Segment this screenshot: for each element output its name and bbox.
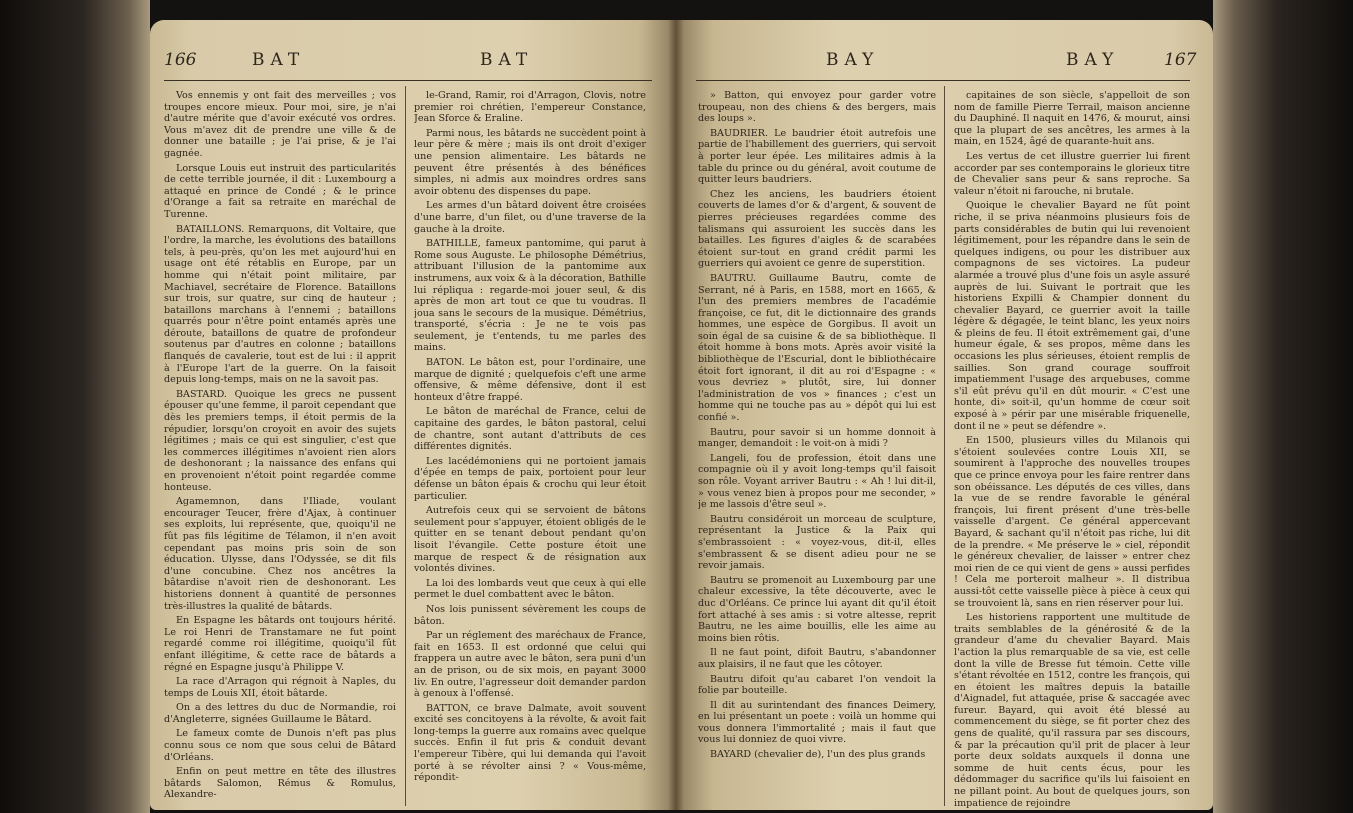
paragraph: » Batton, qui envoyez pour garder votre troupeau, non des chiens & des bergers, mais des loups ». [698,90,936,125]
paragraph: BATHILLE, fameux pantomime, qui parut à Rome sous Auguste. Le philosophe Démétrius, attribuant l'illusion de la pantomime aux instrumens, aux voix & à la décoration, Bathille lui répliqua : regarde-moi jouer seul, & dis après de mon art tout ce que tu voudras. Il joua sans le secours de la musique. Démétrius, transporté, s'écria : Je ne te vois pas seulement, je t'entends, tu me parles des mains. [414,238,646,354]
paragraph: Le bâton de maréchal de France, celui de capitaine des gardes, le bâton pastoral, celui de chantre, sont autant d'attributs de ces différentes dignités. [414,406,646,453]
paragraph: Bautru difoit qu'au cabaret l'on vendoit la folie par bouteille. [698,673,936,697]
paragraph: Autrefois ceux qui se servoient de bâtons seulement pour s'appuyer, étoient obligés de le quitter en se tenant debout pendant qu'on lisoit l'évangile. Cette posture étoit une marque de respect & de résignation aux volontés divines. [414,505,646,575]
book-gutter [668,20,684,810]
paragraph: BAUTRU. Guillaume Bautru, comte de Serrant, né à Paris, en 1588, mort en 1665, & l'un des premiers membres de l'académie françoise, ce fut, dit le dictionnaire des grands hommes, une espèce de Gorgibus. Il avoit un soin égal de sa cuisine & de sa bibliothèque. Il étoit homme à bons mots. Après avoir visité la bibliothèque de l'Escurial, dont le bibliothécaire étoit fort ignorant, il dit au roi d'Espagne : « vous devriez » plutôt, sire, lui donner l'administration de vos » finances ; c'est un homme qui ne touche pas au » dépôt qui lui est confié ». [698,272,936,424]
book-edge-right [1213,0,1353,813]
paragraph: BAYARD (chevalier de), l'un des plus grands [710,749,926,761]
paragraph: Les lacédémoniens qui ne portoient jamais d'épée en temps de paix, portoient pour leur défense un bâton épais & crochu qui leur étoit particulier. [414,455,646,502]
paragraph: Les historiens rapportent une multitude de traits semblables de la générosité & de la grandeur d'ame du chevalier Bayard. Mais l'action la plus remarquable de sa vie, est celle dont la ville de Bresse fut témoin. Cette ville s'étant révoltée en 1512, contre les françois, qui en étoient les maîtres depuis la bataille d'Aignadel, fut attaquée, prise & saccagée avec fureur. Bayard, qui avoit été blessé au commencement du siège, se fit porter chez des gens de qualité, qu'il rassura par ses discours, & par la précaution qu'il prit de placer à leur porte deux soldats auxquels il donna une somme de huit cents écus, pour les dédommager du sacrifice qu'ils lui faisoient en ne pillant point. Au bout de quelques jours, son impatience de rejoindre [954,612,1190,809]
paragraph: BAUDRIER. Le baudrier étoit autrefois une partie de l'habillement des guerriers, qui servoit à porter leur épée. Les militaires admis à la table du prince ou du général, avoit coutume de quitter leurs baudriers. [698,127,936,186]
right-page-column-2 [954,90,1190,810]
paragraph: le-Grand, Ramir, roi d'Arragon, Clovis, notre premier roi chrétien, l'empereur Constance, Jean Sforce & Eraline. [414,90,646,125]
paragraph: capitaines de son siècle, s'appelloit de son nom de famille Pierre Terrail, maison ancienne du Dauphiné. Il naquit en 1476, & mourut, ainsi que la plupart de ses ancêtres, les armes à la main, en 1524, âgé de quarante-huit ans. [954,90,1190,148]
running-head-center-left: BAT [480,50,534,70]
header-rule-right [696,80,1190,81]
paragraph: BATON. Le bâton est, pour l'ordinaire, une marque de dignité ; quelquefois c'eft une arme offensive, & même défensive, dont il est honteux d'être frappé. [414,357,646,403]
book-edge-left [0,0,150,813]
paragraph: BATTON, ce brave Dalmate, avoit souvent excité ses concitoyens à la révolte, & avoit fait long-temps la guerre aux romains avec quelque succès. Enfin il fut pris & conduit devant l'empereur Tibère, qui lui demanda qui l'avoit porté à se révolter ainsi ? « Vous-même, répondit- [414,702,646,784]
running-head-left: BAT [252,50,306,70]
left-page [150,20,676,810]
paragraph: Bautru se promenoit au Luxembourg par une chaleur excessive, la tête découverte, avec le duc d'Orléans. Ce prince lui ayant dit qu'il étoit fort attaché à ses amis : si votre altesse, reprit Bautru, ne les aime bouillis, elle les aime au moins bien rôtis. [698,574,936,644]
running-head-center-right: BAY [826,50,880,70]
paragraph: Les armes d'un bâtard doivent être croisées d'une barre, d'un filet, ou d'une traverse de la gauche à la droite. [414,200,646,235]
paragraph: Enfin on peut mettre en tête des illustres bâtards Salomon, Rémus & Romulus, Alexandre- [164,766,396,801]
running-head-right: BAY [1066,50,1120,70]
left-page-column-1 [164,90,396,810]
paragraph: Lorsque Louis eut instruit des particularités de cette terrible journée, il dit : Luxembourg a attaqué en prince de Condé ; & le prince d'Orange a fait sa retraite en maréchal de Turenne. [164,162,396,220]
paragraph: Vos ennemis y ont fait des merveilles ; vos troupes encore mieux. Pour moi, sire, je n'ai d'autre mérite que d'avoir exécuté vos ordres. Vous m'avez dit de prendre une ville & de donner une bataille ; je l'ai prise, & je l'ai gagnée. [164,90,396,159]
column-divider-right [944,86,945,806]
paragraph: Agamemnon, dans l'Iliade, voulant encourager Teucer, frère d'Ajax, à continuer ses exploits, lui représente, que, quoiqu'il ne fût pas fils légitime de Télamon, il n'en avoit cependant pas moins pris soin de son éducation. Ulysse, dans l'Odyssée, se dit fils d'une concubine. Chez nos ancêtres la bâtardise n'avoit rien de deshonorant. Les historiens donnent à quantité de personnes très-illustres la qualité de bâtards. [164,496,396,612]
paragraph: Le fameux comte de Dunois n'eft pas plus connu sous ce nom que sous celui de Bâtard d'Orléans. [164,728,396,763]
paragraph: BATAILLONS. Remarquons, dit Voltaire, que l'ordre, la marche, les évolutions des bataillons tels, à peu-près, qu'on les met aujourd'hui en usage ont été rétablis en Europe, par un homme qui n'était point militaire, par Machiavel, secrétaire de Florence. Bataillons sur trois, sur quatre, sur cinq de hauteur ; bataillons marchans à l'ennemi ; bataillons quarrés pour n'être point entamés après une déroute, bataillons de quatre de profondeur soutenus par d'autres en colonne ; bataillons flanqués de cavalerie, tout est de lui : il apprit à l'Europe l'art de la guerre. On la faisoit depuis long-temps, mais on ne la savoit pas. [164,223,396,386]
right-page-column-1 [698,90,936,810]
paragraph: Quoique le chevalier Bayard ne fût point riche, il se priva néanmoins plusieurs fois de parts considérables de butin qui lui revenoient légitimement, pour les répandre dans le sein de quelques indigens, ou pour les distribuer aux compagnons de ses victoires. La pudeur alarmée a trouvé plus d'une fois un asyle assuré auprès de lui. Suivant le portrait que les historiens Expilli & Champier donnent du chevalier Bayard, ce guerrier avoit la taille légère & dégagée, le teint blanc, les yeux noirs & pleins de feu. Il étoit extrêmement gai, d'une humeur égale, & ses propos, même dans les occasions les plus sérieuses, étoient remplis de saillies. Son grand courage souffroit impatiemment l'usage des arquebuses, comme s'il eût prévu qu'il en dût mourir. « C'est une honte, di» soit-il, qu'un homme de cœur soit exposé à » périr par une misérable friquenelle, dont il ne » peut se défendre ». [954,200,1190,432]
page-number-left: 166 [164,50,197,70]
paragraph: Bautru considéroit un morceau de sculpture, représentant la Justice & la Paix qui s'embrassoient : « voyez-vous, dit-il, elles s'embrassent & se disent adieu pour ne se revoir jamais. [698,513,936,572]
paragraph: On a des lettres du duc de Normandie, roi d'Angleterre, signées Guillaume le Bâtard. [164,702,396,725]
paragraph: Il ne faut point, difoit Bautru, s'abandonner aux plaisirs, il ne faut que les côtoyer. [698,647,936,670]
paragraph: La loi des lombards veut que ceux à qui elle permet le duel combattent avec le bâton. [414,577,646,601]
paragraph: Langeli, fou de profession, étoit dans une compagnie où il y avoit long-temps qu'il faisoit son rôle. Voyant arriver Bautru : « Ah ! lui dit-il, » vous venez bien à propos pour me seconder, » je me lassois d'être seul ». [698,452,936,511]
paragraph: Il dit au surintendant des finances Deimery, en lui présentant un poete : voilà un homme qui vous donnera l'immortalité ; mais il faut que vous lui donniez de quoi vivre. [698,699,936,746]
paragraph: Chez les anciens, les baudriers étoient couverts de lames d'or & d'argent, & souvent de pierres précieuses regardées comme des talismans qui assuroient les succès dans les batailles. Les figures d'aigles & de scarabées étoient sur-tout en grand crédit parmi les guerriers qui avoient ce genre de superstition. [698,188,936,270]
paragraph: Les vertus de cet illustre guerrier lui firent accorder par ses contemporains le glorieux titre de Chevalier sans peur & sans reproche. Sa valeur n'étoit ni farouche, ni brutale. [954,150,1190,197]
left-page-column-2 [414,90,646,810]
page-number-right: 167 [1164,50,1197,70]
paragraph: Nos lois punissent sévèrement les coups de bâton. [414,603,646,627]
paragraph: Bautru, pour savoir si un homme donnoit à manger, demandoit : le voit-on à midi ? [698,426,936,450]
paragraph: En Espagne les bâtards ont toujours hérité. Le roi Henri de Transtamare ne fut point regardé comme roi illégitime, quoiqu'il fût enfant illégitime, & cette race de bâtards a régné en Espagne jusqu'à Philippe V. [164,615,396,673]
paragraph: BASTARD. Quoique les grecs ne pussent épouser qu'une femme, il paroit cependant que dès les premiers temps, il étoit permis de la répudier, lorsqu'on croyoit en avoir des sujets légitimes ; mais ce qui est singulier, c'est que les commerces illégitimes n'avoient rien alors de deshonorant ; la naissance des enfans qui en provenoient n'étoit point regardée comme honteuse. [164,388,396,493]
paragraph: Par un réglement des maréchaux de France, fait en 1653. Il est ordonné que celui qui frappera un autre avec le bâton, sera puni d'un an de prison, ou de six mois, en payant 3000 liv. En outre, l'agresseur doit demander pardon à genoux à l'offensé. [414,630,646,700]
paragraph: Parmi nous, les bâtards ne succèdent point à leur père & mère ; mais ils ont droit d'exiger une pension alimentaire. Les bâtards ne peuvent être présentés à des bénéfices simples, ni admis aux moindres ordres sans avoir obtenu des dispenses du pape. [414,127,646,197]
paragraph: La race d'Arragon qui régnoit à Naples, du temps de Louis XII, étoit bâtarde. [164,676,396,699]
right-page [676,20,1213,810]
paragraph: En 1500, plusieurs villes du Milanois qui s'étoient soulevées contre Louis XII, se soumirent à l'approche des nouvelles troupes que ce prince envoya pour les faire rentrer dans son obéissance. Les députés de ces villes, dans la vue de se rendre favorable le général françois, lui firent présent d'une très-belle vaisselle d'argent. Ce général appercevant Bayard, & sachant qu'il n'étoit pas riche, lui dit de la prendre. « Me préserve le » ciel, répondit le généreux chevalier, de laisser » entrer chez moi rien de ce qui vient de gens » aussi perfides ! Cela me porteroit malheur ». Il distribua aussi-tôt cette vaisselle pièce à pièce à ceux qui se trouvoient là, sans en rien réserver pour lui. [954,435,1190,609]
header-rule-left [164,80,652,81]
column-divider-left [405,86,406,806]
